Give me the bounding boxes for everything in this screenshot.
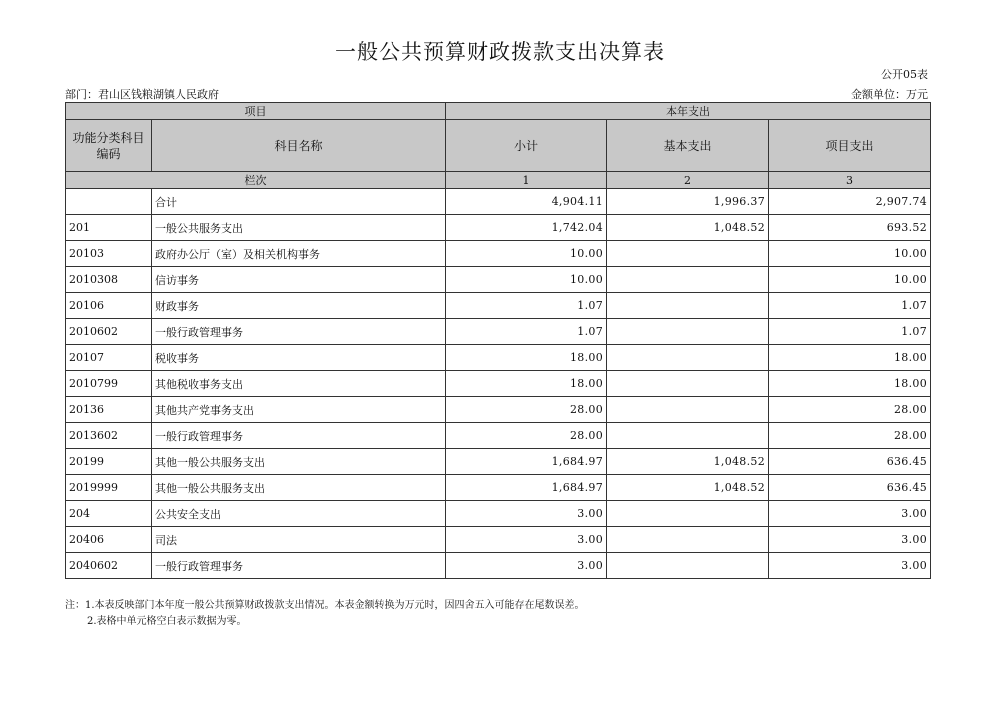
subtotal-cell: 3.00 <box>446 501 607 527</box>
subject-name-cell: 政府办公厅（室）及相关机构事务 <box>152 241 446 267</box>
report-title: 一般公共预算财政拨款支出决算表 <box>335 40 665 64</box>
subtotal-cell: 10.00 <box>446 267 607 293</box>
project-expenditure-cell: 3.00 <box>769 527 931 553</box>
column-number-3: 3 <box>769 172 931 189</box>
column-order-row <box>66 172 931 189</box>
project-expenditure-header: 项目支出 <box>769 120 931 172</box>
table-row <box>66 449 931 475</box>
form-number: 公开05表 <box>881 68 928 81</box>
project-expenditure-cell: 693.52 <box>769 215 931 241</box>
table-row <box>66 501 931 527</box>
function-code-cell: 2013602 <box>66 423 152 449</box>
subject-name-cell: 公共安全支出 <box>152 501 446 527</box>
function-code-cell: 2019999 <box>66 475 152 501</box>
subtotal-cell: 4,904.11 <box>446 189 607 215</box>
subject-name-cell: 一般行政管理事务 <box>152 553 446 579</box>
department-label: 部门：君山区钱粮湖镇人民政府 <box>65 88 219 101</box>
subject-name-cell: 一般行政管理事务 <box>152 423 446 449</box>
table-row <box>66 319 931 345</box>
table-row <box>66 267 931 293</box>
table-row <box>66 527 931 553</box>
table-row <box>66 553 931 579</box>
subtotal-cell: 3.00 <box>446 527 607 553</box>
function-code-cell: 20103 <box>66 241 152 267</box>
project-expenditure-cell: 1.07 <box>769 293 931 319</box>
project-expenditure-cell: 10.00 <box>769 241 931 267</box>
header-row-1 <box>66 103 931 120</box>
subtotal-header: 小计 <box>446 120 607 172</box>
table-row <box>66 423 931 449</box>
subtotal-cell: 1.07 <box>446 319 607 345</box>
subject-name-cell: 其他一般公共服务支出 <box>152 475 446 501</box>
subtotal-cell: 18.00 <box>446 345 607 371</box>
subject-name-cell: 合计 <box>152 189 446 215</box>
subtotal-cell: 1,742.04 <box>446 215 607 241</box>
footnote-2: 2.表格中单元格空白表示数据为零。 <box>87 616 247 627</box>
function-code-cell <box>66 189 152 215</box>
project-expenditure-cell: 3.00 <box>769 553 931 579</box>
basic-expenditure-cell <box>607 293 769 319</box>
basic-expenditure-cell <box>607 267 769 293</box>
subject-name-cell: 财政事务 <box>152 293 446 319</box>
footnote-1: 注：1.本表反映部门本年度一般公共预算财政拨款支出情况。本表金额转换为万元时，因四舍五入可能存在尾数误差。 <box>65 600 585 611</box>
current-year-header: 本年支出 <box>446 103 931 120</box>
function-code-cell: 20406 <box>66 527 152 553</box>
function-code-cell: 2010602 <box>66 319 152 345</box>
project-expenditure-cell: 3.00 <box>769 501 931 527</box>
subject-name-cell: 信访事务 <box>152 267 446 293</box>
table-row <box>66 475 931 501</box>
basic-expenditure-cell <box>607 345 769 371</box>
basic-expenditure-header: 基本支出 <box>607 120 769 172</box>
table-row <box>66 189 931 215</box>
function-code-cell: 20136 <box>66 397 152 423</box>
func-code-header: 功能分类科目编码 <box>66 120 152 172</box>
function-code-cell: 2040602 <box>66 553 152 579</box>
basic-expenditure-cell <box>607 527 769 553</box>
basic-expenditure-cell <box>607 423 769 449</box>
basic-expenditure-cell: 1,048.52 <box>607 449 769 475</box>
subtotal-cell: 18.00 <box>446 371 607 397</box>
function-code-cell: 20106 <box>66 293 152 319</box>
subtotal-cell: 10.00 <box>446 241 607 267</box>
expenditure-table <box>65 102 931 579</box>
table-row <box>66 241 931 267</box>
project-expenditure-cell: 18.00 <box>769 345 931 371</box>
project-expenditure-cell: 2,907.74 <box>769 189 931 215</box>
table-row <box>66 371 931 397</box>
subject-name-cell: 一般行政管理事务 <box>152 319 446 345</box>
basic-expenditure-cell: 1,048.52 <box>607 475 769 501</box>
subtotal-cell: 3.00 <box>446 553 607 579</box>
function-code-cell: 2010799 <box>66 371 152 397</box>
project-expenditure-cell: 18.00 <box>769 371 931 397</box>
column-number-1: 1 <box>446 172 607 189</box>
basic-expenditure-cell <box>607 501 769 527</box>
subtotal-cell: 28.00 <box>446 423 607 449</box>
table-row <box>66 397 931 423</box>
project-expenditure-cell: 1.07 <box>769 319 931 345</box>
project-expenditure-cell: 636.45 <box>769 449 931 475</box>
subject-name-cell: 其他一般公共服务支出 <box>152 449 446 475</box>
function-code-cell: 204 <box>66 501 152 527</box>
table-row <box>66 345 931 371</box>
subject-name-cell: 其他共产党事务支出 <box>152 397 446 423</box>
column-order-label: 栏次 <box>66 172 446 189</box>
function-code-cell: 20107 <box>66 345 152 371</box>
header-row-2 <box>66 120 931 172</box>
subject-name-cell: 一般公共服务支出 <box>152 215 446 241</box>
subtotal-cell: 1.07 <box>446 293 607 319</box>
subject-name-header: 科目名称 <box>152 120 446 172</box>
basic-expenditure-cell: 1,048.52 <box>607 215 769 241</box>
column-number-2: 2 <box>607 172 769 189</box>
project-expenditure-cell: 636.45 <box>769 475 931 501</box>
basic-expenditure-cell <box>607 397 769 423</box>
subtotal-cell: 28.00 <box>446 397 607 423</box>
project-header: 项目 <box>66 103 446 120</box>
table-row <box>66 215 931 241</box>
subject-name-cell: 司法 <box>152 527 446 553</box>
table-row <box>66 293 931 319</box>
basic-expenditure-cell <box>607 241 769 267</box>
subtotal-cell: 1,684.97 <box>446 449 607 475</box>
function-code-cell: 20199 <box>66 449 152 475</box>
footnotes <box>65 598 585 630</box>
function-code-cell: 2010308 <box>66 267 152 293</box>
subtotal-cell: 1,684.97 <box>446 475 607 501</box>
project-expenditure-cell: 10.00 <box>769 267 931 293</box>
function-code-cell: 201 <box>66 215 152 241</box>
project-expenditure-cell: 28.00 <box>769 423 931 449</box>
subject-name-cell: 税收事务 <box>152 345 446 371</box>
basic-expenditure-cell <box>607 319 769 345</box>
basic-expenditure-cell <box>607 553 769 579</box>
basic-expenditure-cell <box>607 371 769 397</box>
project-expenditure-cell: 28.00 <box>769 397 931 423</box>
subject-name-cell: 其他税收事务支出 <box>152 371 446 397</box>
amount-unit-label: 金额单位：万元 <box>851 88 928 101</box>
basic-expenditure-cell: 1,996.37 <box>607 189 769 215</box>
